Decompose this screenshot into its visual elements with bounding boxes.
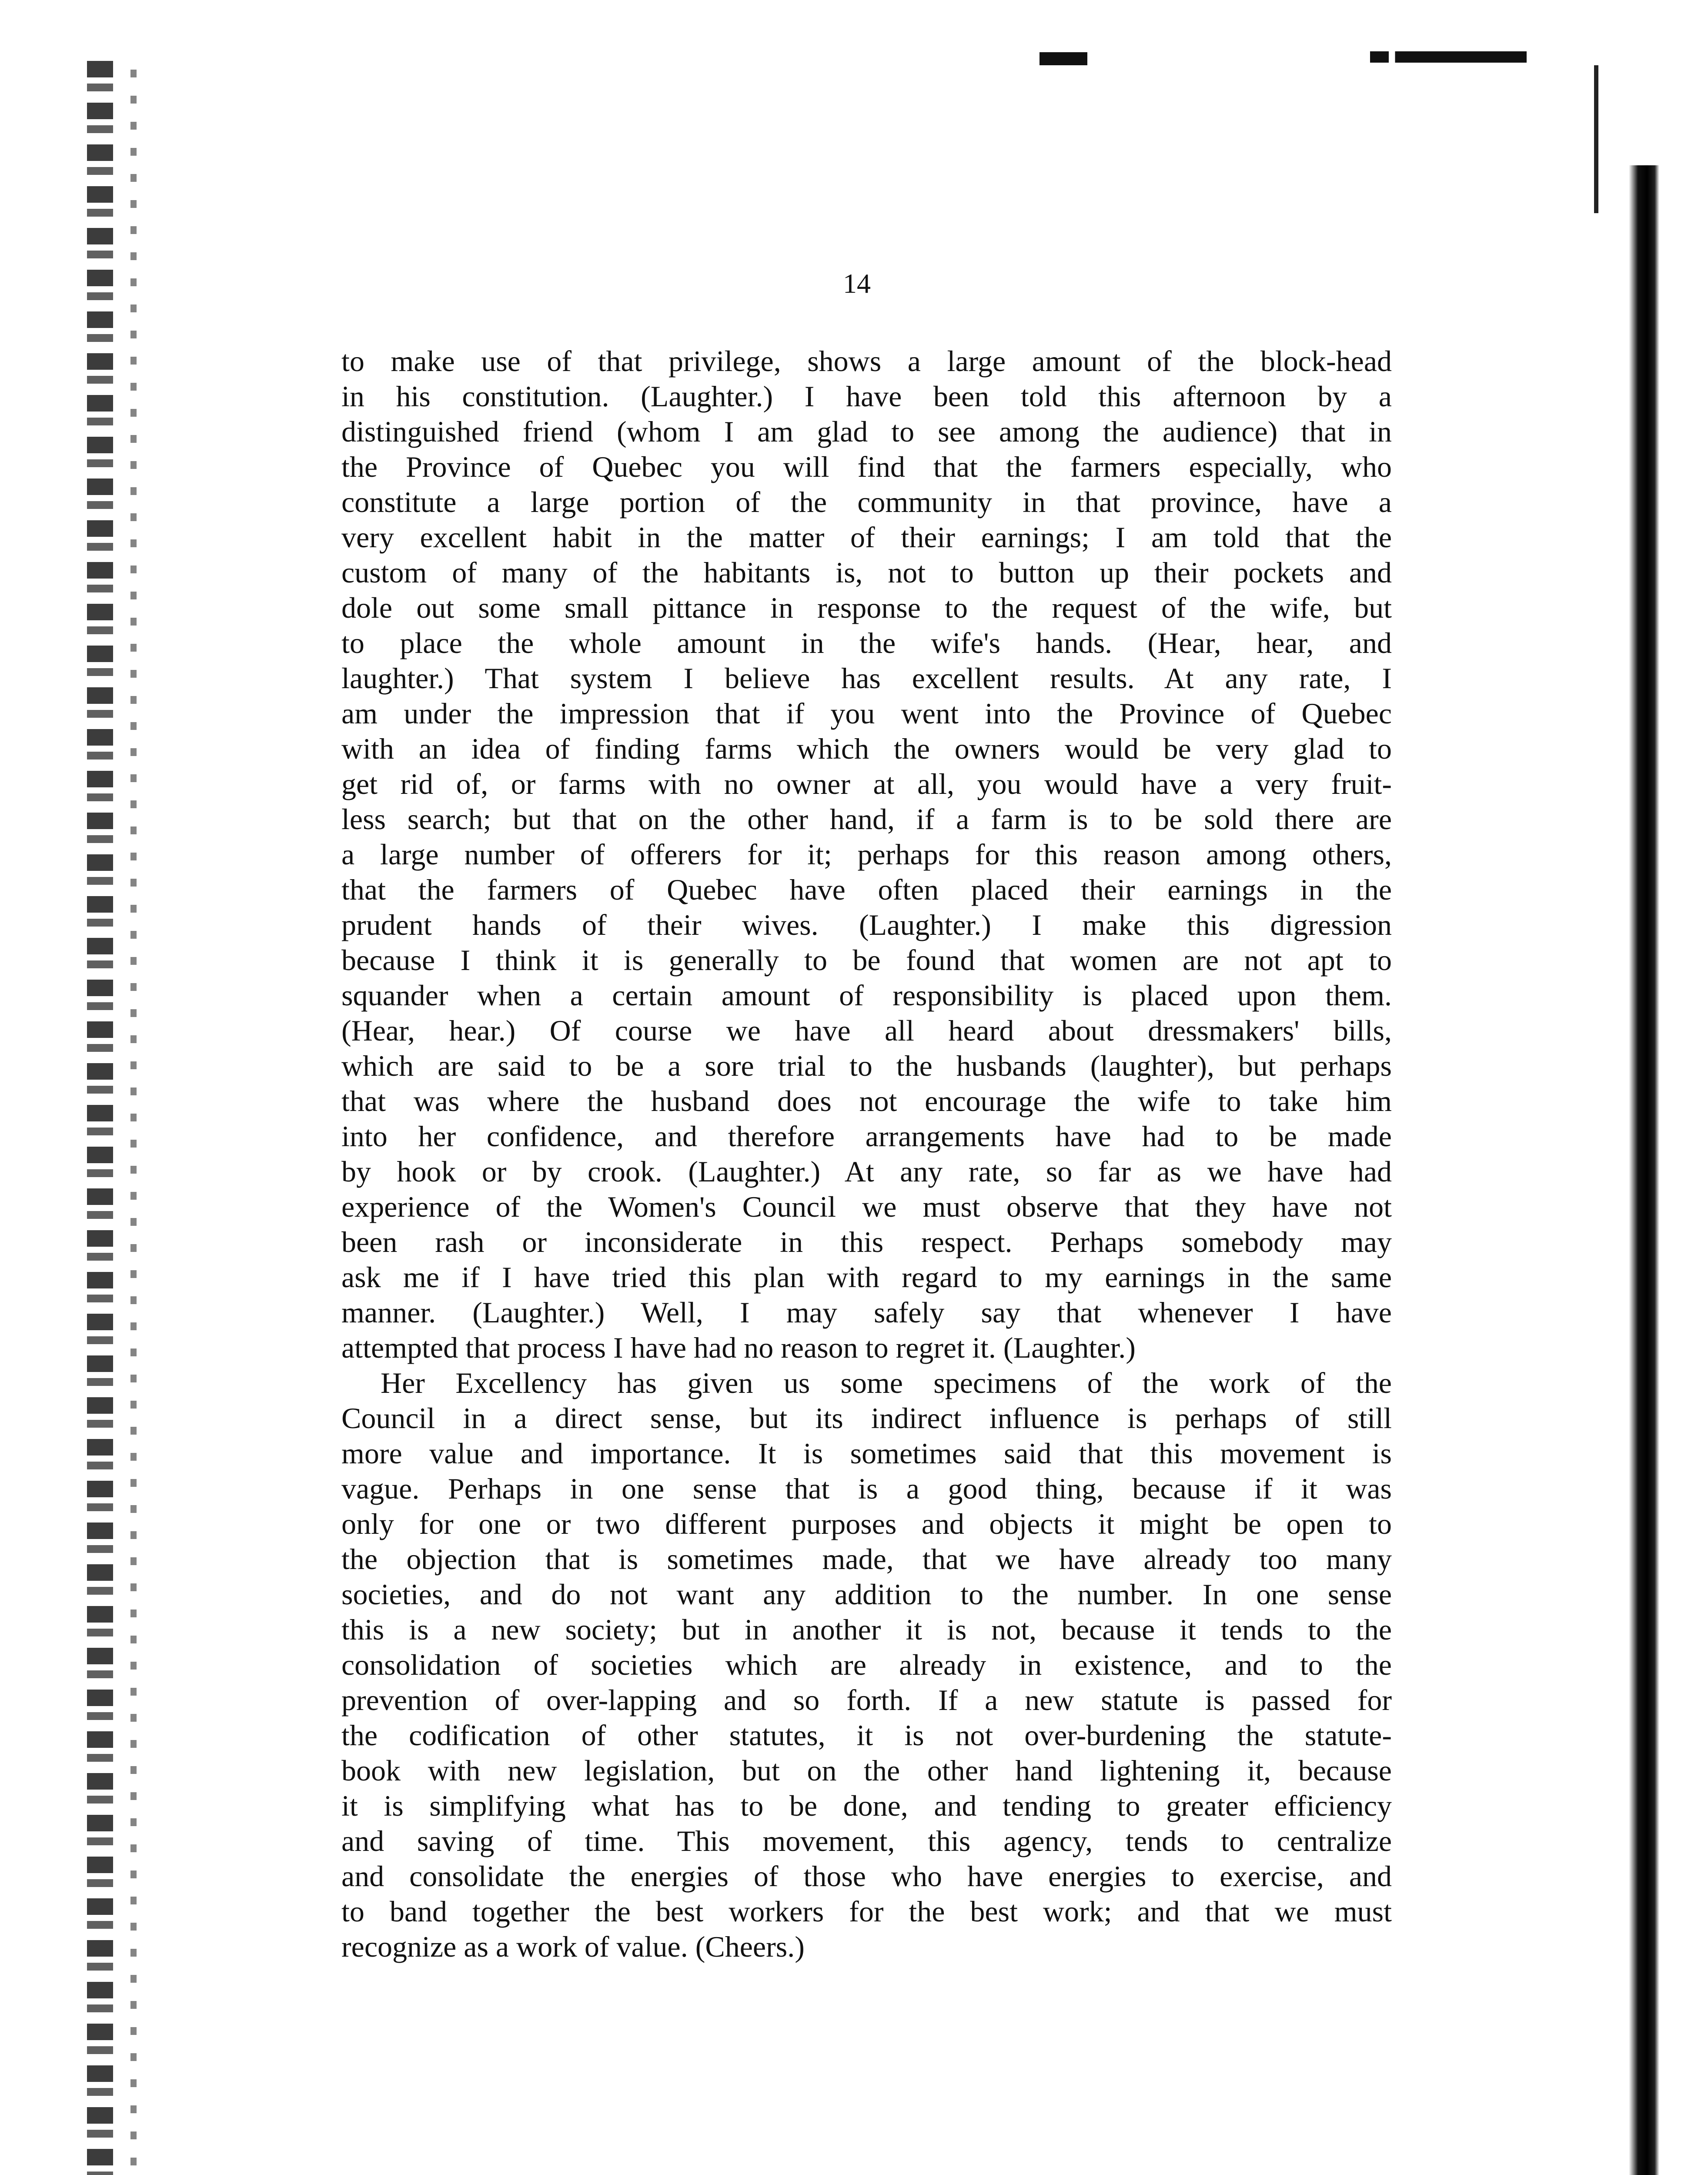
text-line: Her Excellency has given us some specimens of the work of the xyxy=(381,1366,1392,1399)
text-line: vague. Perhaps in one sense that is a good thing, because if it was xyxy=(341,1472,1392,1505)
text-line: societies, and do not want any addition to the number. In one sense xyxy=(341,1578,1392,1611)
binding-edge-speckle xyxy=(130,70,137,2175)
text-line: more value and importance. It is sometimes said that this movement is xyxy=(341,1437,1392,1470)
binding-edge-shadow xyxy=(87,61,113,2175)
text-line: with an idea of finding farms which the owners would be very glad to xyxy=(341,732,1392,765)
text-line: in his constitution. (Laughter.) I have been told this afternoon by a xyxy=(341,380,1392,413)
text-line: the objection that is sometimes made, that we have already too many xyxy=(341,1543,1392,1576)
body-text xyxy=(341,344,1392,1964)
text-line: consolidation of societies which are already in existence, and to the xyxy=(341,1648,1392,1681)
text-line: constitute a large portion of the community in that province, have a xyxy=(341,485,1392,519)
text-line: very excellent habit in the matter of their earnings; I am told that the xyxy=(341,521,1392,554)
text-line: that was where the husband does not encourage the wife to take him xyxy=(341,1084,1392,1118)
top-scan-bar xyxy=(1370,51,1527,63)
text-line: that the farmers of Quebec have often placed their earnings in the xyxy=(341,873,1392,906)
paragraph-2 xyxy=(341,1365,1392,1964)
text-line: ask me if I have tried this plan with regard to my earnings in the same xyxy=(341,1261,1392,1294)
text-line: the codification of other statutes, it is not over-burdening the statute- xyxy=(341,1719,1392,1752)
paragraph-1 xyxy=(341,344,1392,1365)
text-line: get rid of, or farms with no owner at all, you would have a very fruit- xyxy=(341,767,1392,800)
text-line: am under the impression that if you went into the Province of Quebec xyxy=(341,697,1392,730)
text-line: this is a new society; but in another it is not, because it tends to the xyxy=(341,1613,1392,1646)
top-scan-mark xyxy=(1040,52,1087,65)
text-line: it is simplifying what has to be done, and tending to greater efficiency xyxy=(341,1789,1392,1822)
text-line: by hook or by crook. (Laughter.) At any rate, so far as we have had xyxy=(341,1155,1392,1188)
text-line: book with new legislation, but on the other hand lightening it, because xyxy=(341,1754,1392,1787)
text-line: custom of many of the habitants is, not to button up their pockets and xyxy=(341,556,1392,589)
text-line: and saving of time. This movement, this agency, tends to centralize xyxy=(341,1824,1392,1857)
text-line: a large number of offerers for it; perhaps for this reason among others, xyxy=(341,838,1392,871)
text-line: (Hear, hear.) Of course we have all heard about dressmakers' bills, xyxy=(341,1014,1392,1047)
text-line: dole out some small pittance in response to the request of the wife, but xyxy=(341,591,1392,624)
text-line: prevention of over-lapping and so forth. If a new statute is passed for xyxy=(341,1683,1392,1717)
text-line: laughter.) That system I believe has excellent results. At any rate, I xyxy=(341,662,1392,695)
text-line: less search; but that on the other hand, if a farm is to be sold there are xyxy=(341,803,1392,836)
text-line: distinguished friend (whom I am glad to see among the audience) that in xyxy=(341,415,1392,448)
text-line: because I think it is generally to be found that women are not apt to xyxy=(341,944,1392,977)
text-line: the Province of Quebec you will find that the farmers especially, who xyxy=(341,450,1392,483)
text-line: to make use of that privilege, shows a large amount of the block-head xyxy=(341,345,1392,378)
text-line: manner. (Laughter.) Well, I may safely say that whenever I have xyxy=(341,1296,1392,1329)
text-line: recognize as a work of value. (Cheers.) xyxy=(341,1930,805,1963)
text-line: Council in a direct sense, but its indirect influence is perhaps of still xyxy=(341,1402,1392,1435)
page-number: 14 xyxy=(843,268,871,299)
right-edge-mark xyxy=(1594,65,1598,213)
text-line: into her confidence, and therefore arrangements have had to be made xyxy=(341,1120,1392,1153)
text-line: squander when a certain amount of responsibility is placed upon them. xyxy=(341,979,1392,1012)
text-line: been rash or inconsiderate in this respect. Perhaps somebody may xyxy=(341,1225,1392,1258)
text-line: which are said to be a sore trial to the husbands (laughter), but perhaps xyxy=(341,1049,1392,1082)
text-line: only for one or two different purposes and objects it might be open to xyxy=(341,1507,1392,1540)
right-edge-shadow xyxy=(1629,165,1659,2175)
text-line: experience of the Women's Council we must observe that they have not xyxy=(341,1190,1392,1223)
text-line: attempted that process I have had no reason to regret it. (Laughter.) xyxy=(341,1331,1136,1364)
text-line: to band together the best workers for the best work; and that we must xyxy=(341,1895,1392,1928)
text-line: and consolidate the energies of those who have energies to exercise, and xyxy=(341,1860,1392,1893)
text-line: prudent hands of their wives. (Laughter.) I make this digression xyxy=(341,908,1392,941)
text-line: to place the whole amount in the wife's hands. (Hear, hear, and xyxy=(341,626,1392,659)
